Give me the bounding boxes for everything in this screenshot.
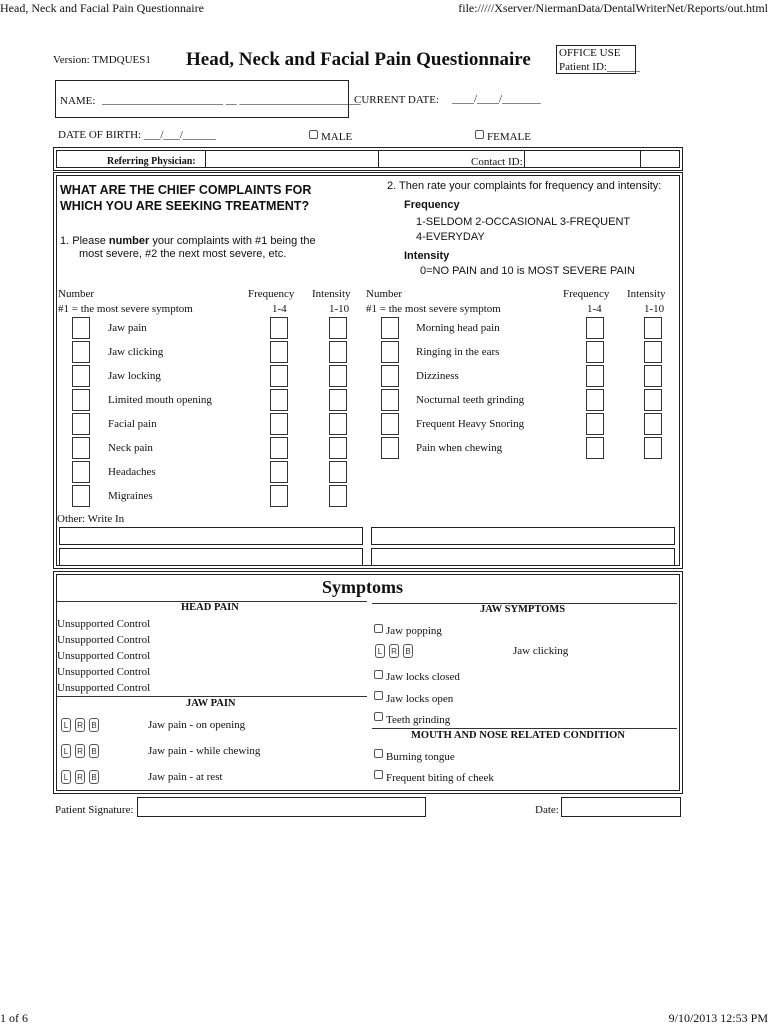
right-number-box[interactable] <box>381 317 399 339</box>
right-number-box[interactable] <box>381 365 399 387</box>
left-number-box[interactable] <box>72 485 90 507</box>
print-page-count: 1 of 6 <box>0 1011 28 1025</box>
right-intensity-box[interactable] <box>644 341 662 363</box>
left-intensity-box[interactable] <box>329 389 347 411</box>
other-write-in-input[interactable] <box>59 548 363 566</box>
unsupported-control: Unsupported Control <box>57 666 151 678</box>
name-blank[interactable]: ______________________ __ ______________________ <box>102 94 361 106</box>
right-side-option[interactable]: R <box>75 770 85 784</box>
left-frequency-box[interactable] <box>270 461 288 483</box>
left-number-box[interactable] <box>72 437 90 459</box>
burning-tongue-label: Burning tongue <box>386 751 455 763</box>
both-sides-option[interactable]: B <box>403 644 413 658</box>
jaw-pain-item: Jaw pain - while chewing <box>148 745 261 757</box>
left-side-option[interactable]: L <box>375 644 385 658</box>
left-number-box[interactable] <box>72 365 90 387</box>
right-frequency-box[interactable] <box>586 365 604 387</box>
left-intensity-box[interactable] <box>329 461 347 483</box>
office-use-box <box>556 45 640 74</box>
complaint-label: Facial pain <box>108 418 157 430</box>
jaw-pain-rule <box>57 696 367 697</box>
unsupported-control: Unsupported Control <box>57 650 151 662</box>
both-sides-option[interactable]: B <box>89 770 99 784</box>
left-frequency-box[interactable] <box>270 485 288 507</box>
jaw-popping-label: Jaw popping <box>386 625 442 637</box>
left-intensity-box[interactable] <box>329 317 347 339</box>
page-title: Head, Neck and Facial Pain Questionnaire <box>186 49 531 70</box>
jaw-clicking-label: Jaw clicking <box>513 645 569 657</box>
name-label: NAME: <box>60 95 96 107</box>
left-col-number: Number <box>58 288 95 300</box>
right-intensity-box[interactable] <box>644 389 662 411</box>
right-intensity-box[interactable] <box>644 413 662 435</box>
dob-field[interactable]: DATE OF BIRTH: ___/___/______ <box>58 129 216 141</box>
frequency-scale-2: 4-EVERYDAY <box>416 231 485 243</box>
current-date-blank[interactable]: ____/____/_______ <box>452 93 541 105</box>
left-col-number-sub: #1 = the most severe symptom <box>58 303 193 315</box>
jaw-pain-item: Jaw pain - at rest <box>148 771 223 783</box>
female-label: FEMALE <box>487 131 531 143</box>
frequency-scale-1: 1-SELDOM 2-OCCASIONAL 3-FREQUENT <box>416 216 631 228</box>
other-write-in-input[interactable] <box>371 527 675 545</box>
jaw-locks-closed-checkbox[interactable] <box>374 670 383 679</box>
unsupported-control: Unsupported Control <box>57 618 151 630</box>
intensity-scale: 0=NO PAIN and 10 is MOST SEVERE PAIN <box>420 265 635 277</box>
right-number-box[interactable] <box>381 413 399 435</box>
both-sides-option[interactable]: B <box>89 718 99 732</box>
right-frequency-box[interactable] <box>586 389 604 411</box>
left-number-box[interactable] <box>72 341 90 363</box>
complaint-label: Morning head pain <box>416 322 500 334</box>
complaints-heading-1: WHAT ARE THE CHIEF COMPLAINTS FOR <box>60 183 312 197</box>
right-side-option[interactable]: R <box>75 744 85 758</box>
male-label: MALE <box>321 131 353 143</box>
symptoms-title: Symptoms <box>322 577 404 597</box>
print-datetime: 9/10/2013 12:53 PM <box>668 1011 768 1025</box>
unsupported-control: Unsupported Control <box>57 682 151 694</box>
frequent-biting-label: Frequent biting of cheek <box>386 772 494 784</box>
contact-id-input[interactable] <box>524 150 641 168</box>
left-frequency-box[interactable] <box>270 365 288 387</box>
right-col-frequency-sub: 1-4 <box>587 303 602 315</box>
right-col-intensity-sub: 1-10 <box>644 303 665 315</box>
left-col-intensity: Intensity <box>312 288 351 300</box>
left-col-frequency-sub: 1-4 <box>272 303 287 315</box>
left-intensity-box[interactable] <box>329 341 347 363</box>
complaint-label: Headaches <box>108 466 156 478</box>
unsupported-control: Unsupported Control <box>57 634 151 646</box>
frequency-heading: Frequency <box>404 199 460 211</box>
right-col-number-sub: #1 = the most severe symptom <box>366 303 501 315</box>
print-file-url: file://///Xserver/NiermanData/DentalWriterNet/Reports/out.html <box>458 1 768 15</box>
date-input[interactable] <box>561 797 681 817</box>
mouth-nose-heading: MOUTH AND NOSE RELATED CONDITION <box>411 730 625 741</box>
date-label: Date: <box>535 804 559 816</box>
intensity-heading: Intensity <box>404 250 450 262</box>
head-pain-heading: HEAD PAIN <box>181 602 239 613</box>
left-number-box[interactable] <box>72 461 90 483</box>
left-side-option[interactable]: L <box>61 770 71 784</box>
right-frequency-box[interactable] <box>586 341 604 363</box>
patient-signature-label: Patient Signature: <box>55 804 134 816</box>
right-side-option[interactable]: R <box>389 644 399 658</box>
complaint-label: Jaw clicking <box>108 346 164 358</box>
left-col-frequency: Frequency <box>248 288 295 300</box>
teeth-grinding-label: Teeth grinding <box>386 714 451 726</box>
right-number-box[interactable] <box>381 341 399 363</box>
left-frequency-box[interactable] <box>270 341 288 363</box>
complaint-label: Pain when chewing <box>416 442 503 454</box>
contact-id-label: Contact ID: <box>471 156 523 168</box>
complaint-label: Nocturnal teeth grinding <box>416 394 525 406</box>
right-intensity-box[interactable] <box>644 365 662 387</box>
step2-text: 2. Then rate your complaints for frequency and intensity: <box>387 180 662 192</box>
jaw-locks-open-label: Jaw locks open <box>386 693 454 705</box>
right-col-frequency: Frequency <box>563 288 610 300</box>
print-page-title: Head, Neck and Facial Pain Questionnaire <box>0 1 204 15</box>
current-date-label: CURRENT DATE: <box>354 94 440 106</box>
right-frequency-box[interactable] <box>586 413 604 435</box>
right-frequency-box[interactable] <box>586 437 604 459</box>
complaint-label: Jaw locking <box>108 370 161 382</box>
left-side-option[interactable]: L <box>61 744 71 758</box>
other-write-in-input[interactable] <box>59 527 363 545</box>
complaint-label: Migraines <box>108 490 153 502</box>
complaint-label: Limited mouth opening <box>108 394 212 406</box>
step1-line1: 1. Please number your complaints with #1 being the <box>60 235 316 247</box>
jaw-locks-closed-label: Jaw locks closed <box>386 671 460 683</box>
complaint-label: Jaw pain <box>108 322 147 334</box>
right-side-option[interactable]: R <box>75 718 85 732</box>
complaint-label: Frequent Heavy Snoring <box>416 418 525 430</box>
left-frequency-box[interactable] <box>270 389 288 411</box>
right-number-box[interactable] <box>381 389 399 411</box>
left-intensity-box[interactable] <box>329 413 347 435</box>
left-col-intensity-sub: 1-10 <box>329 303 350 315</box>
teeth-grinding-checkbox[interactable] <box>374 712 383 721</box>
both-sides-option[interactable]: B <box>89 744 99 758</box>
burning-tongue-checkbox[interactable] <box>374 749 383 758</box>
male-checkbox[interactable] <box>309 130 318 139</box>
jaw-locks-open-checkbox[interactable] <box>374 691 383 700</box>
right-col-intensity: Intensity <box>627 288 666 300</box>
complaint-label: Ringing in the ears <box>416 346 500 358</box>
right-frequency-box[interactable] <box>586 317 604 339</box>
complaint-label: Neck pain <box>108 442 153 454</box>
left-frequency-box[interactable] <box>270 413 288 435</box>
left-side-option[interactable]: L <box>61 718 71 732</box>
right-number-box[interactable] <box>381 437 399 459</box>
patient-id-label: Patient ID:______ <box>559 61 640 73</box>
left-frequency-box[interactable] <box>270 437 288 459</box>
frequent-biting-checkbox[interactable] <box>374 770 383 779</box>
referring-physician-label: Referring Physician: <box>107 156 196 167</box>
left-intensity-box[interactable] <box>329 365 347 387</box>
complaints-heading-2: WHICH YOU ARE SEEKING TREATMENT? <box>60 199 310 213</box>
left-frequency-box[interactable] <box>270 317 288 339</box>
jaw-pain-item: Jaw pain - on opening <box>148 719 246 731</box>
other-write-in-label: Other: Write In <box>57 513 125 525</box>
jaw-pain-heading: JAW PAIN <box>186 698 236 709</box>
left-number-box[interactable] <box>72 389 90 411</box>
complaint-label: Dizziness <box>416 370 459 382</box>
patient-signature-input[interactable] <box>137 797 426 817</box>
office-use-label: OFFICE USE <box>559 47 621 59</box>
left-intensity-box[interactable] <box>329 437 347 459</box>
mouth-nose-rule <box>372 728 677 729</box>
version-label: Version: TMDQUES1 <box>53 54 151 66</box>
name-box[interactable] <box>55 80 361 118</box>
other-write-in-input[interactable] <box>371 548 675 566</box>
left-number-box[interactable] <box>72 413 90 435</box>
right-intensity-box[interactable] <box>644 317 662 339</box>
step1-line2: most severe, #2 the next most severe, etc. <box>79 248 287 260</box>
referring-physician-input[interactable] <box>205 150 379 168</box>
right-col-number: Number <box>366 288 403 300</box>
left-number-box[interactable] <box>72 317 90 339</box>
right-intensity-box[interactable] <box>644 437 662 459</box>
female-checkbox[interactable] <box>475 130 484 139</box>
left-intensity-box[interactable] <box>329 485 347 507</box>
jaw-popping-checkbox[interactable] <box>374 624 383 633</box>
jaw-symptoms-heading: JAW SYMPTOMS <box>480 604 566 615</box>
